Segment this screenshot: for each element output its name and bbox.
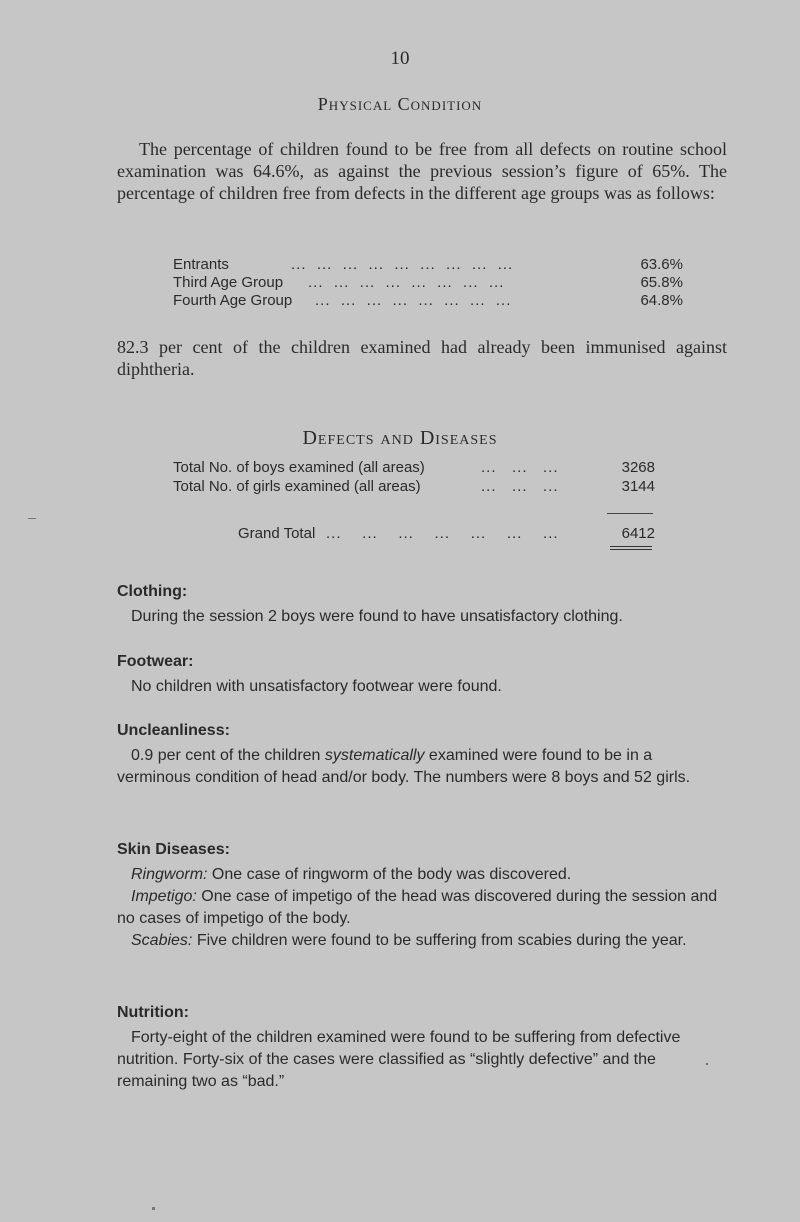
uncleanliness-text-after: examined were found to be in a verminous condition of head and/or body. The numbers were 8 boys and 52 girls. <box>117 747 691 786</box>
print-speck <box>152 1207 155 1210</box>
intro-paragraph: The percentage of children found to be free from all defects on routine school examination was 64.6%, as against the previous session’s figure of 65%. The percentage of children free from defects in the different age groups was as follows: <box>117 139 727 203</box>
impetigo-text: One case of impetigo of the head was discovered during the session and no cases of impetigo of the body. <box>117 888 718 927</box>
footwear-heading: Footwear: <box>117 653 194 670</box>
print-speck <box>28 518 36 519</box>
ringworm-paragraph <box>117 864 727 886</box>
impetigo-label: Impetigo: <box>131 888 197 905</box>
nutrition-text <box>117 1027 727 1093</box>
uncleanliness-text-before: 0.9 per cent of the children <box>131 747 325 764</box>
grand-total-label: Grand Total <box>238 525 316 542</box>
age-group-row <box>173 256 683 274</box>
age-group-value: 65.8% <box>640 274 683 291</box>
leader-dots: ... ... ... ... ... ... ... ... ... <box>291 256 514 273</box>
leader-dots: ... ... ... <box>481 478 559 495</box>
age-group-label: Entrants <box>173 256 229 273</box>
age-group-label: Fourth Age Group <box>173 292 293 309</box>
age-group-value: 63.6% <box>640 256 683 273</box>
uncleanliness-paragraph <box>117 745 727 789</box>
page-number: 10 <box>390 48 410 69</box>
grand-total-row <box>238 524 655 544</box>
section-title-physical-condition: Physical Condition <box>317 94 483 114</box>
leader-dots: ... ... ... ... ... ... ... ... <box>308 274 505 291</box>
nutrition-heading: Nutrition: <box>117 1004 189 1021</box>
immunised-paragraph: 82.3 per cent of the children examined had already been immunised against diphtheria. <box>117 337 727 379</box>
double-rule <box>610 546 652 550</box>
footwear-paragraph: No children with unsatisfactory footwear were found. <box>131 678 502 695</box>
ringworm-label: Ringworm: <box>131 866 208 883</box>
leader-dots: ... ... ... ... ... ... ... <box>326 525 559 542</box>
leader-dots: ... ... ... ... ... ... ... ... <box>315 292 512 309</box>
ringworm-text: One case of ringworm of the body was discovered. <box>207 866 572 883</box>
age-group-row <box>173 274 683 292</box>
clothing-paragraph: During the session 2 boys were found to have unsatisfactory clothing. <box>131 608 623 625</box>
section-title-defects: Defects and Diseases <box>302 427 498 449</box>
age-group-label: Third Age Group <box>173 274 284 291</box>
clothing-heading: Clothing: <box>117 583 188 600</box>
footwear-text <box>117 676 727 698</box>
examination-label: Total No. of girls examined (all areas) <box>173 478 421 495</box>
age-group-value: 64.8% <box>640 292 683 309</box>
skin-diseases-text <box>117 864 727 952</box>
uncleanliness-text-italic: systematically <box>324 747 425 764</box>
impetigo-paragraph <box>117 886 727 930</box>
age-group-row <box>173 292 683 310</box>
grand-total-value: 6412 <box>621 525 655 542</box>
scabies-paragraph <box>117 930 727 952</box>
print-speck <box>706 1063 708 1065</box>
leader-dots: ... ... ... <box>481 459 559 476</box>
examination-value: 3144 <box>621 478 655 495</box>
clothing-text <box>117 606 727 628</box>
nutrition-paragraph: Forty-eight of the children examined were found to be suffering from defective nutrition. Forty-six of the cases were classified as “slightly defective” and the remaining two as “bad.” <box>117 1029 681 1090</box>
examination-label: Total No. of boys examined (all areas) <box>173 459 425 476</box>
skin-diseases-heading: Skin Diseases: <box>117 841 230 858</box>
scabies-label: Scabies: <box>131 932 193 949</box>
examination-value: 3268 <box>621 459 655 476</box>
age-group-table <box>173 256 683 310</box>
examination-table <box>173 458 655 496</box>
uncleanliness-heading: Uncleanliness: <box>117 722 230 739</box>
uncleanliness-text <box>117 745 727 789</box>
total-rule <box>607 513 653 514</box>
scabies-text: Five children were found to be suffering from scabies during the year. <box>192 932 687 949</box>
examination-row <box>173 458 655 477</box>
examination-row <box>173 477 655 496</box>
